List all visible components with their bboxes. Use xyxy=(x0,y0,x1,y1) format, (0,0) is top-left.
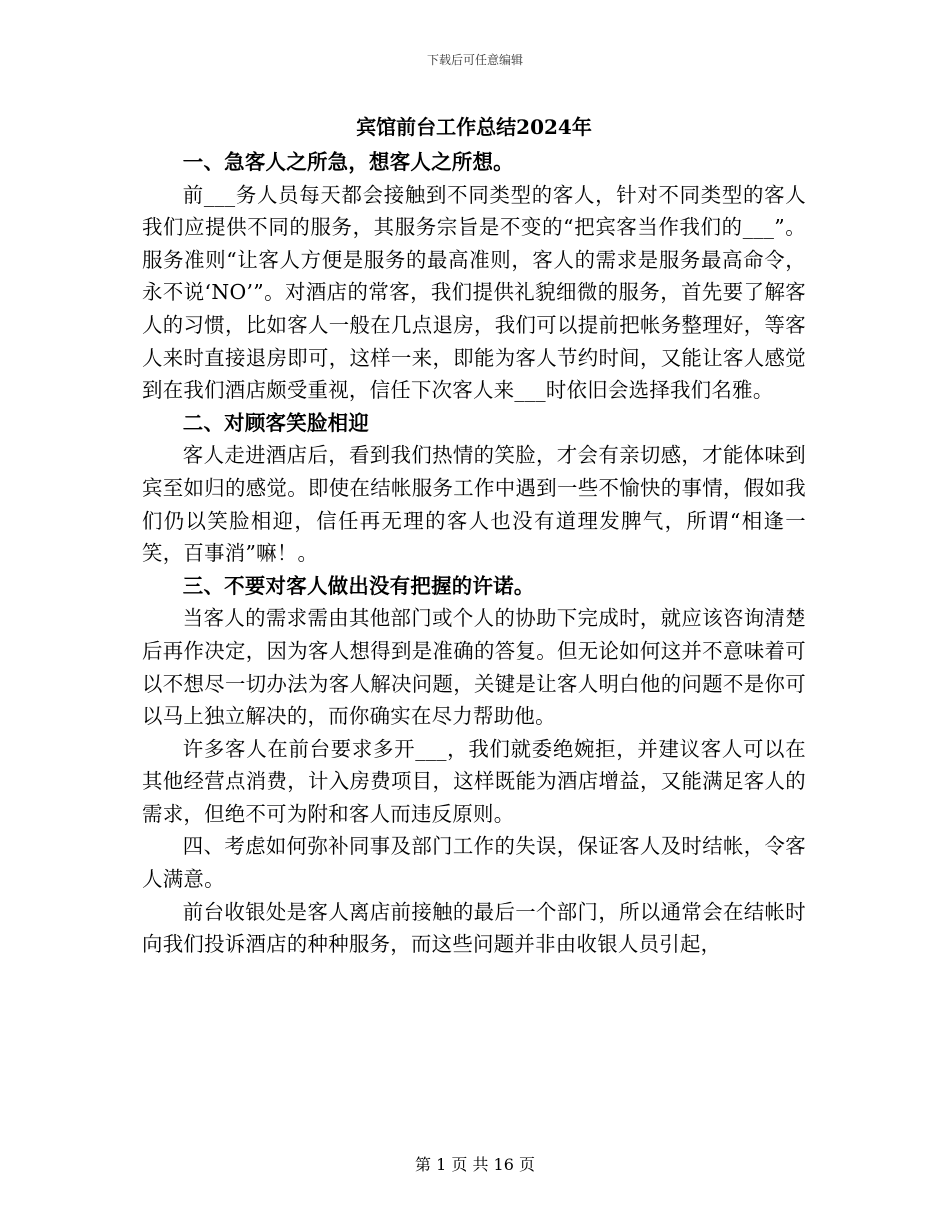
document-title: 宾馆前台工作总结2024年 xyxy=(356,115,592,139)
section-heading-2: 二、对顾客笑脸相迎 xyxy=(182,410,370,435)
section-heading-1: 一、急客人之所急，想客人之所想。 xyxy=(182,150,514,174)
section-heading-4: 四、考虑如何弥补同事及部门工作的失误，保证客人及时结帐，令客人满意。 xyxy=(142,834,806,892)
document-body xyxy=(142,112,806,961)
paragraph-5: 前台收银处是客人离店前接触的最后一个部门，所以通常会在结帐时向我们投诉酒店的种种服务，而这些问题并非由收银人员引起， xyxy=(142,899,806,957)
page-header: 下载后可任意编辑 xyxy=(426,53,523,67)
paragraph-3: 当客人的需求需由其他部门或个人的协助下完成时，就应该咨询清楚后再作决定，因为客人想得到是准确的答复。但无论如何这并不意味着可以不想尽一切办法为客人解决问题，关键是让客人明白他的问题不是你可以马上独立解决的，而你确实在尽力帮助他。 xyxy=(142,606,806,729)
paragraph-1: 前___务人员每天都会接触到不同类型的客人，针对不同类型的客人我们应提供不同的服务，其服务宗旨是不变的“把宾客当作我们的___”。服务准则“让客人方便是服务的最高准则，客人的需求是服务最高命令，永不说‘NO’”。对酒店的常客，我们提供礼貌细微的服务，首先要了解客人的习惯，比如客人一般在几点退房，我们可以提前把帐务整理好，等客人来时直接退房即可，这样一来，即能为客人节约时间，又能让客人感觉到在我们酒店颇受重视，信任下次客人来___时依旧会选择我们名雅。 xyxy=(142,182,806,403)
section-heading-3: 三、不要对客人做出没有把握的许诺。 xyxy=(182,573,535,598)
page-footer: 第 1 页 共 16 页 xyxy=(415,1155,535,1174)
paragraph-4: 许多客人在前台要求多开___，我们就委绝婉拒，并建议客人可以在其他经营点消费，计入房费项目，这样既能为酒店增益，又能满足客人的需求，但绝不可为附和客人而违反原则。 xyxy=(142,736,806,826)
paragraph-2: 客人走进酒店后，看到我们热情的笑脸，才会有亲切感，才能体味到宾至如归的感觉。即使在结帐服务工作中遇到一些不愉快的事情，假如我们仍以笑脸相迎，信任再无理的客人也没有道理发脾气，所谓“相逢一笑，百事消”嘛！。 xyxy=(142,443,806,566)
